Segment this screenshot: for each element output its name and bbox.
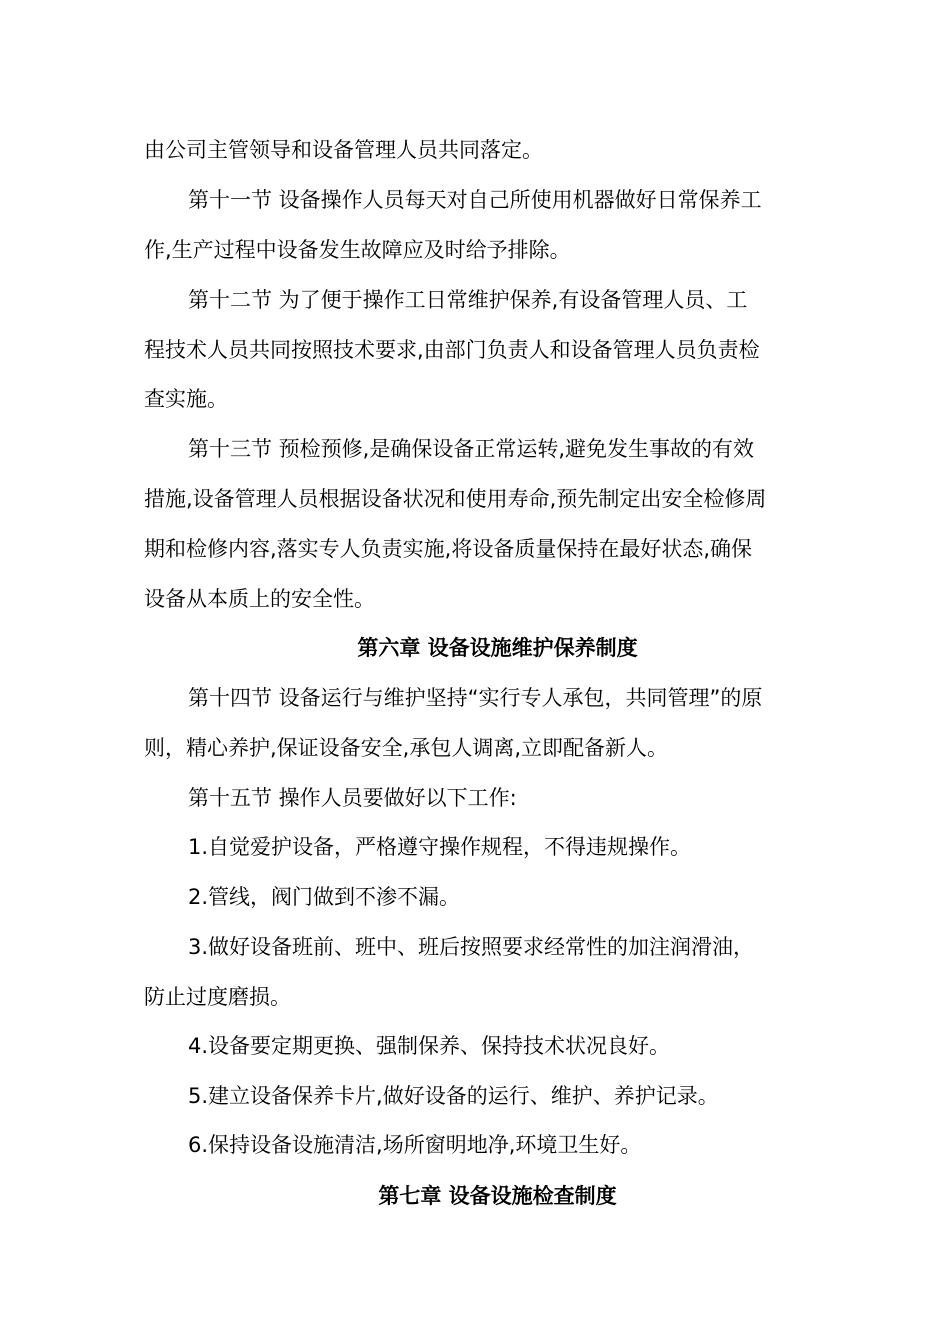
list-item: 4.设备要定期更换、强制保养、保持技术状况良好。 xyxy=(188,1034,671,1058)
paragraph-line: 措施,设备管理人员根据设备状况和使用寿命,预先制定出安全检修周 xyxy=(144,487,767,511)
paragraph-line: 程技术人员共同按照技术要求,由部门负责人和设备管理人员负责检 xyxy=(144,338,760,362)
list-item: 3.做好设备班前、班中、班后按照要求经常性的加注润滑油， xyxy=(188,935,755,959)
paragraph-line: 期和检修内容,落实专人负责实施,将设备质量保持在最好状态,确保 xyxy=(144,537,753,561)
paragraph-line: 作,生产过程中设备发生故障应及时给予排除。 xyxy=(144,238,571,262)
list-item: 2.管线，阀门做到不渗不漏。 xyxy=(188,885,461,909)
paragraph-line: 则，精心养护,保证设备安全,承包人调离,立即配备新人。 xyxy=(144,736,669,760)
paragraph-line: 第十五节 操作人员要做好以下工作: xyxy=(188,786,517,810)
paragraph-line: 设备从本质上的安全性。 xyxy=(144,587,375,611)
list-item: 5.建立设备保养卡片,做好设备的运行、维护、养护记录。 xyxy=(188,1084,719,1108)
paragraph-line: 第十二节 为了便于操作工日常维护保养,有设备管理人员、工 xyxy=(188,288,748,312)
list-item: 1.自觉爱护设备，严格遵守操作规程，不得违规操作。 xyxy=(188,835,692,859)
paragraph-line: 第十一节 设备操作人员每天对自己所使用机器做好日常保养工 xyxy=(188,188,762,212)
list-item: 6.保持设备设施清洁,场所窗明地净,环境卫生好。 xyxy=(188,1133,642,1157)
paragraph-line: 由公司主管领导和设备管理人员共同落定。 xyxy=(144,138,543,162)
paragraph-line: 第十四节 设备运行与维护坚持“实行专人承包，共同管理”的原 xyxy=(188,686,763,710)
paragraph-line: 防止过度磨损。 xyxy=(144,985,291,1009)
chapter-heading: 第七章 设备设施检查制度 xyxy=(378,1184,617,1208)
chapter-heading: 第六章 设备设施维护保养制度 xyxy=(357,636,638,660)
paragraph-line: 查实施。 xyxy=(144,387,228,411)
paragraph-line: 第十三节 预检预修,是确保设备正常运转,避免发生事故的有效 xyxy=(188,437,755,461)
